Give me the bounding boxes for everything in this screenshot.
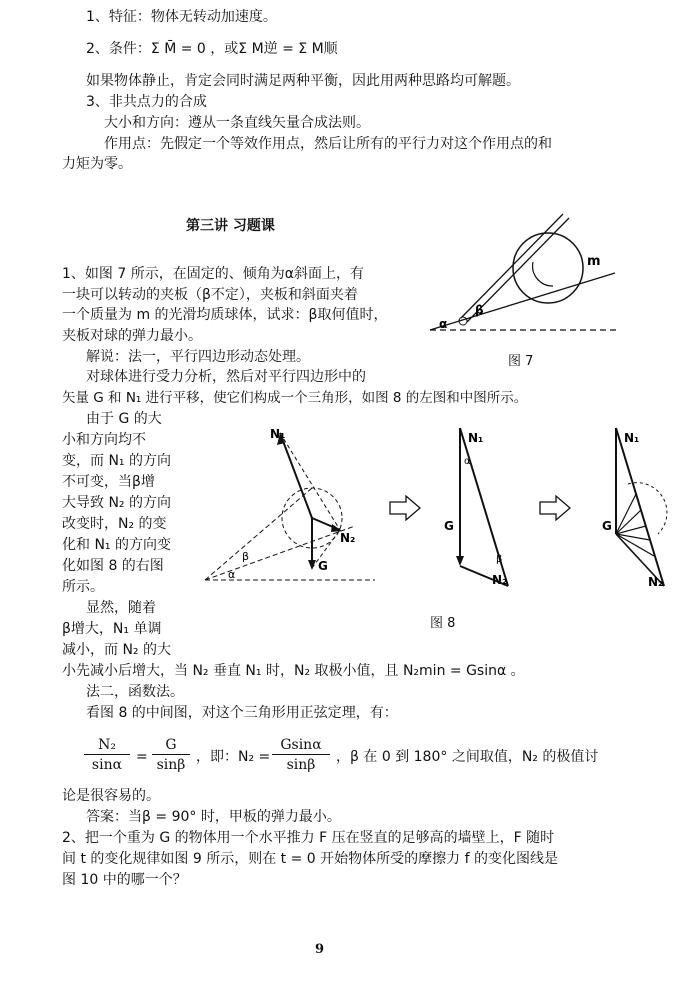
fraction-g-sinb bbox=[152, 737, 190, 773]
text-line: 化如图 8 的右图 bbox=[62, 558, 164, 574]
text-line: 减小，而 N₂ 的大 bbox=[62, 642, 171, 658]
text-line: 大导致 N₂ 的方向 bbox=[62, 495, 171, 511]
text-line: 2、条件：Σ M̄ = 0 ，或Σ M逆 = Σ M顺 bbox=[86, 41, 338, 57]
plate-dashed bbox=[205, 488, 312, 580]
label-n1: N₁ bbox=[624, 431, 640, 445]
text-line: 一个质量为 m 的光滑均质球体，试求：β取何值时， bbox=[62, 307, 388, 323]
fraction-denominator: sinα bbox=[91, 757, 123, 773]
page-number: 9 bbox=[315, 942, 325, 957]
text-line: 2、把一个重为 G 的物体用一个水平推力 F 压在竖直的足够高的墙壁上，F 随时 bbox=[62, 830, 555, 846]
text-line: 3、非共点力的合成 bbox=[86, 94, 207, 110]
text-line: 大小和方向：遵从一条直线矢量合成法则。 bbox=[104, 115, 370, 131]
text-line: 作用点：先假定一个等效作用点，然后让所有的平行力对这个作用点的和 bbox=[104, 136, 552, 152]
text-line: 法二，函数法。 bbox=[86, 684, 184, 700]
text-line: 改变时，N₂ 的变 bbox=[62, 516, 167, 532]
text-line: 显然，随着 bbox=[86, 600, 156, 616]
fraction-denominator: sinβ bbox=[156, 757, 186, 773]
section-title: 第三讲 习题课 bbox=[186, 218, 275, 234]
label-g: G bbox=[444, 519, 454, 533]
label-n2: N₂ bbox=[648, 575, 664, 589]
figure-8-caption: 图 8 bbox=[430, 616, 456, 631]
text-line: 图 10 中的哪一个？ bbox=[62, 872, 187, 888]
label-n1: N₁ bbox=[270, 427, 286, 441]
figure-8-left bbox=[200, 418, 380, 588]
text-line: 由于 G 的大 bbox=[86, 411, 162, 427]
text-line: 所示。 bbox=[62, 579, 104, 595]
text-line: 对球体进行受力分析，然后对平行四边形中的 bbox=[86, 369, 366, 385]
arrowhead-g bbox=[456, 556, 464, 566]
label-g: G bbox=[318, 559, 328, 573]
fraction-n2-sina bbox=[84, 737, 130, 773]
label-beta: β bbox=[242, 550, 250, 563]
text-inline: ，即：N₂ = bbox=[196, 749, 271, 765]
text-line: 答案：当β = 90° 时，甲板的弹力最小。 bbox=[86, 809, 341, 825]
text-line: 论是很容易的。 bbox=[62, 788, 160, 804]
arrow-n1 bbox=[616, 428, 664, 586]
ball bbox=[513, 233, 583, 303]
text-line: 小先减小后增大，当 N₂ 垂直 N₁ 时，N₂ 取极小值，且 N₂min = Gsinα 。 bbox=[62, 663, 525, 679]
transition-arrow-icon bbox=[388, 494, 422, 522]
text-line: 小和方向均不 bbox=[62, 432, 146, 448]
label-beta: β bbox=[496, 554, 503, 565]
figure-8-right bbox=[598, 424, 678, 594]
label-alpha: α bbox=[228, 568, 236, 581]
text-line: 化和 N₁ 的方向变 bbox=[62, 537, 171, 553]
arrow-n2-variant bbox=[616, 494, 636, 534]
arrowhead-g bbox=[308, 560, 316, 570]
label-n1: N₁ bbox=[468, 431, 484, 445]
text-line: 变，而 N₁ 的方向 bbox=[62, 453, 171, 469]
label-alpha: α bbox=[464, 456, 471, 467]
transition-arrow-icon bbox=[538, 494, 572, 522]
equals-sign: = bbox=[136, 749, 148, 765]
incline-line bbox=[430, 273, 615, 330]
figure-8-middle bbox=[440, 424, 530, 594]
label-beta: β bbox=[475, 303, 484, 317]
label-n2: N₂ bbox=[492, 573, 508, 587]
figure-7-caption: 图 7 bbox=[508, 354, 534, 369]
label-m: m bbox=[587, 254, 601, 269]
text-line: 看图 8 的中间图，对这个三角形用正弦定理，有： bbox=[86, 705, 398, 721]
text-line: 不可变，当β增 bbox=[62, 474, 155, 490]
text-line: 夹板对球的弹力最小。 bbox=[62, 328, 202, 344]
text-line: 解说：法一，平行四边形动态处理。 bbox=[86, 349, 310, 365]
label-g: G bbox=[602, 519, 612, 533]
text-line: 矢量 G 和 N₁ 进行平移，使它们构成一个三角形，如图 8 的左图和中图所示。 bbox=[62, 390, 528, 406]
fraction-numerator: Gsinα bbox=[272, 737, 330, 755]
label-n2: N₂ bbox=[340, 531, 356, 545]
label-alpha: α bbox=[439, 317, 448, 331]
fraction-numerator: N₂ bbox=[84, 737, 130, 755]
text-line: 如果物体静止，肯定会同时满足两种平衡，因此用两种思路均可解题。 bbox=[86, 73, 520, 89]
fraction-gsina-sinb bbox=[272, 737, 330, 773]
figure-7 bbox=[425, 210, 625, 340]
text-line: 间 t 的变化规律如图 9 所示，则在 t = 0 开始物体所受的摩擦力 f 的变化图线是 bbox=[62, 851, 558, 867]
text-line: β增大，N₁ 单调 bbox=[62, 621, 162, 637]
text-line: 力矩为零。 bbox=[62, 156, 132, 172]
locus-dashed bbox=[628, 483, 667, 534]
text-line: 1、特征：物体无转动加速度。 bbox=[86, 9, 277, 25]
fraction-numerator: G bbox=[152, 737, 190, 755]
text-inline: ，β 在 0 到 180° 之间取值，N₂ 的极值讨 bbox=[336, 749, 599, 765]
text-line: 一块可以转动的夹板（β不定），夹板和斜面夹着 bbox=[62, 287, 358, 303]
ball-shading bbox=[533, 262, 553, 286]
fraction-denominator: sinβ bbox=[286, 757, 316, 773]
text-line: 1、如图 7 所示，在固定的、倾角为α斜面上，有 bbox=[62, 266, 364, 282]
